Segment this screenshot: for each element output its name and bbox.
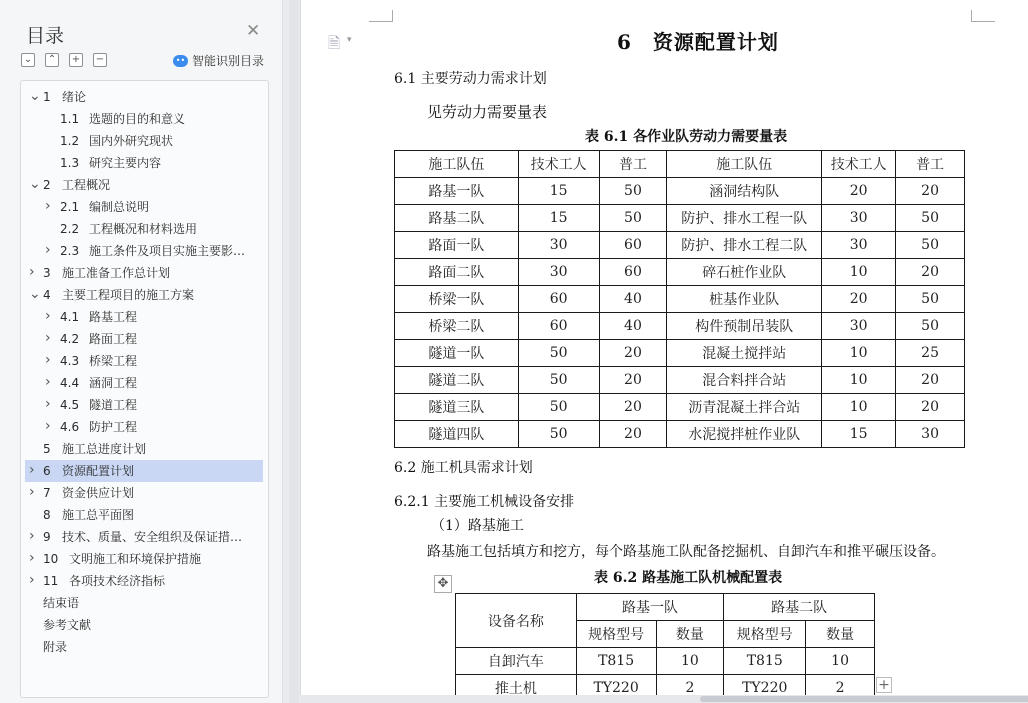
toc-item-number: 4.5: [60, 398, 80, 412]
toc-item[interactable]: [25, 482, 263, 504]
toc-item-label: 隧道工程: [89, 398, 138, 412]
toc-item-number: 4.3: [60, 354, 80, 368]
table-cell: 50: [896, 313, 965, 340]
chevron-down-icon[interactable]: ▾: [347, 35, 352, 45]
close-icon[interactable]: ✕: [246, 21, 261, 41]
toc-item[interactable]: [25, 592, 263, 614]
toc-item[interactable]: [25, 86, 263, 108]
table-cell: 50: [896, 286, 965, 313]
intro-text: 见劳动力需要量表: [427, 103, 548, 121]
toc-item-label: 附录: [43, 640, 68, 654]
table-cell: 10: [822, 367, 896, 394]
table-cell: 50: [518, 367, 599, 394]
table-cell: 构件预制吊装队: [667, 313, 822, 340]
toc-item[interactable]: [25, 152, 263, 174]
table-cell: 50: [518, 340, 599, 367]
table-cell: 混合料拌合站: [667, 367, 822, 394]
table-1-caption: 表 6.1 各作业队劳动力需要量表: [585, 129, 788, 145]
chevron-right-icon[interactable]: ›: [45, 308, 51, 324]
chevron-right-icon[interactable]: ›: [45, 374, 51, 390]
table-header-cell: 施工队伍: [667, 151, 822, 178]
toc-item[interactable]: [25, 284, 263, 306]
horizontal-scrollbar[interactable]: [300, 695, 1028, 703]
header-equipment: 设备名称: [456, 594, 577, 648]
table-cell: 路面一队: [395, 232, 519, 259]
toc-item-label: 研究主要内容: [89, 156, 162, 170]
body-paragraph: 路基施工包括填方和挖方，每个路基施工队配备挖掘机、自卸汽车和推平碾压设备。: [427, 544, 945, 560]
table-row: [395, 286, 965, 313]
toc-item[interactable]: [25, 526, 263, 548]
chevron-right-icon[interactable]: ›: [45, 242, 51, 258]
toc-item-label: 选题的目的和意义: [89, 112, 186, 126]
toc-item-label: 工程概况: [62, 178, 111, 192]
chevron-right-icon[interactable]: ›: [29, 264, 35, 280]
table-row: [395, 259, 965, 286]
toc-item-label: 施工准备工作总计划: [62, 266, 171, 280]
toc-item-number: 2.3: [60, 244, 80, 258]
table-cell: 60: [518, 286, 599, 313]
table-cell: T815: [576, 648, 656, 675]
toc-sidebar: [0, 0, 283, 703]
toc-item-number: 4.2: [60, 332, 80, 346]
table-header-cell: 普工: [896, 151, 965, 178]
remove-heading-icon[interactable]: −: [93, 53, 107, 67]
toc-item-number: 9: [43, 530, 51, 544]
toc-item[interactable]: [25, 108, 263, 130]
add-column-icon[interactable]: +: [876, 677, 892, 693]
table-cell: 隧道四队: [395, 421, 519, 448]
table-cell: 路面二队: [395, 259, 519, 286]
collapse-all-icon[interactable]: ⌄: [21, 53, 35, 67]
table-cell: 隧道二队: [395, 367, 519, 394]
section-6-2-1-heading: 6.2.1 主要施工机械设备安排: [394, 494, 575, 510]
chevron-right-icon[interactable]: ›: [29, 550, 35, 566]
toc-item[interactable]: [25, 218, 263, 240]
table-cell: 隧道一队: [395, 340, 519, 367]
table-cell: 推土机: [456, 675, 577, 696]
table-cell: 60: [599, 232, 667, 259]
table-cell: 2: [806, 675, 875, 696]
chevron-right-icon[interactable]: ›: [29, 484, 35, 500]
toc-item[interactable]: [25, 306, 263, 328]
chevron-right-icon[interactable]: ›: [45, 198, 51, 214]
table-2-caption: 表 6.2 路基施工队机械配置表: [594, 570, 783, 586]
table-cell: 30: [822, 313, 896, 340]
table-move-handle-icon[interactable]: ✥: [434, 575, 452, 593]
toc-item[interactable]: [25, 262, 263, 284]
toc-item-number: 10: [43, 552, 59, 566]
toc-item-number: 4.1: [60, 310, 80, 324]
table-cell: 20: [599, 421, 667, 448]
table-cell: 15: [518, 178, 599, 205]
table-cell: 桩基作业队: [667, 286, 822, 313]
toc-item-label: 参考文献: [43, 618, 92, 632]
toc-item-label: 文明施工和环境保护措施: [69, 552, 202, 566]
table-cell: 20: [822, 286, 896, 313]
toc-item-label: 路基工程: [89, 310, 138, 324]
table-row: [456, 648, 875, 675]
table-cell: 10: [656, 648, 724, 675]
header-team-2: 路基二队: [724, 594, 875, 621]
chevron-right-icon[interactable]: ›: [45, 418, 51, 434]
toc-item-label: 技术、质量、安全组织及保证措…: [62, 530, 243, 544]
chevron-right-icon[interactable]: ›: [45, 330, 51, 346]
table-cell: 涵洞结构队: [667, 178, 822, 205]
toc-item-number: 5: [43, 442, 51, 456]
section-6-2-heading: 6.2 施工机具需求计划: [394, 460, 533, 476]
table-cell: 15: [518, 205, 599, 232]
toc-item[interactable]: [25, 636, 263, 658]
table-cell: 20: [822, 178, 896, 205]
table-cell: 2: [656, 675, 724, 696]
table-row: [395, 178, 965, 205]
toc-item-label: 桥梁工程: [89, 354, 138, 368]
toc-item[interactable]: [25, 240, 263, 262]
toc-item-label: 绪论: [62, 90, 87, 104]
toc-item-number: 8: [43, 508, 51, 522]
chevron-right-icon[interactable]: ›: [29, 462, 35, 478]
table-cell: 10: [822, 259, 896, 286]
table-cell: 20: [896, 394, 965, 421]
table-row: [395, 421, 965, 448]
toc-item-number: 1.3: [60, 156, 80, 170]
toc-item[interactable]: [25, 394, 263, 416]
table-cell: 防护、排水工程二队: [667, 232, 822, 259]
section-6-1-heading: 6.1 主要劳动力需求计划: [394, 71, 547, 87]
scrollbar-thumb[interactable]: [700, 696, 1028, 702]
document-page: [300, 0, 1028, 695]
toc-item[interactable]: [25, 196, 263, 218]
labor-table: [394, 150, 965, 448]
toc-item-label: 主要工程项目的施工方案: [62, 288, 195, 302]
toc-item-number: 11: [43, 574, 59, 588]
table-cell: 60: [599, 259, 667, 286]
table-cell: 20: [896, 367, 965, 394]
toc-item[interactable]: [25, 174, 263, 196]
document-icon[interactable]: 🗎: [328, 34, 341, 52]
toc-item[interactable]: [25, 350, 263, 372]
smart-toc-label: 智能识别目录: [192, 54, 265, 68]
toc-item-number: 2.1: [60, 200, 80, 214]
header-qty: 数量: [656, 621, 724, 648]
toc-item-label: 资源配置计划: [62, 464, 135, 478]
chevron-down-icon[interactable]: ⌄: [29, 176, 41, 192]
toc-item-label: 资金供应计划: [62, 486, 135, 500]
toc-item[interactable]: [25, 570, 263, 592]
chapter-heading: 6 资源配置计划: [617, 30, 779, 54]
toc-item-label: 路面工程: [89, 332, 138, 346]
equipment-table: [455, 593, 875, 695]
table-cell: 30: [518, 259, 599, 286]
toc-item-label: 国内外研究现状: [89, 134, 174, 148]
add-heading-icon[interactable]: +: [69, 53, 83, 67]
table-cell: T815: [724, 648, 806, 675]
toc-item[interactable]: [25, 416, 263, 438]
toc-item[interactable]: [25, 372, 263, 394]
table-row: [395, 232, 965, 259]
table-cell: TY220: [724, 675, 806, 696]
crop-mark: [971, 10, 995, 22]
toc-item[interactable]: [25, 438, 263, 460]
toc-item[interactable]: [25, 130, 263, 152]
toc-item-label: 涵洞工程: [89, 376, 138, 390]
table-cell: 20: [896, 259, 965, 286]
toc-item[interactable]: [25, 328, 263, 350]
table-cell: 混凝土搅拌站: [667, 340, 822, 367]
panel-splitter[interactable]: [289, 0, 299, 703]
header-spec: 规格型号: [724, 621, 806, 648]
table-row: [395, 394, 965, 421]
chevron-down-icon[interactable]: ⌄: [29, 88, 41, 104]
toc-item-label: 防护工程: [89, 420, 138, 434]
expand-all-icon[interactable]: ⌃: [45, 53, 59, 67]
chevron-right-icon[interactable]: ›: [45, 352, 51, 368]
toc-item-number: 1.2: [60, 134, 80, 148]
table-cell: 50: [518, 394, 599, 421]
table-cell: 50: [896, 205, 965, 232]
smart-toc-button[interactable]: [173, 52, 264, 69]
toc-item-number: 4: [43, 288, 51, 302]
table-cell: 桥梁二队: [395, 313, 519, 340]
toc-item-label: 结束语: [43, 596, 80, 610]
table-cell: 防护、排水工程一队: [667, 205, 822, 232]
toc-item-label: 编制总说明: [89, 200, 150, 214]
chevron-down-icon[interactable]: ⌄: [29, 286, 41, 302]
table-header-cell: 普工: [599, 151, 667, 178]
table-cell: 25: [896, 340, 965, 367]
toc-item-number: 1: [43, 90, 51, 104]
table-cell: 30: [518, 232, 599, 259]
table-cell: 50: [599, 178, 667, 205]
toc-item[interactable]: [25, 548, 263, 570]
toc-item-number: 2.2: [60, 222, 80, 236]
table-header-cell: 技术工人: [822, 151, 896, 178]
table-cell: 10: [822, 340, 896, 367]
table-cell: 15: [822, 421, 896, 448]
table-row: [456, 675, 875, 696]
table-cell: 50: [518, 421, 599, 448]
subsection-roadbed: （1）路基施工: [431, 518, 524, 534]
table-cell: 40: [599, 286, 667, 313]
toc-item[interactable]: [25, 460, 263, 482]
table-cell: 隧道三队: [395, 394, 519, 421]
table-header-cell: 施工队伍: [395, 151, 519, 178]
table-cell: 自卸汽车: [456, 648, 577, 675]
ai-bubble-icon: ••: [173, 55, 188, 67]
toc-item-label: 工程概况和材料选用: [89, 222, 198, 236]
table-cell: 沥青混凝土拌合站: [667, 394, 822, 421]
table-row: [395, 367, 965, 394]
toc-item-number: 3: [43, 266, 51, 280]
table-cell: 20: [599, 340, 667, 367]
table-cell: 路基二队: [395, 205, 519, 232]
toc-item-label: 施工条件及项目实施主要影…: [89, 244, 246, 258]
table-row: [395, 313, 965, 340]
table-cell: 10: [822, 394, 896, 421]
table-cell: TY220: [576, 675, 656, 696]
table-cell: 20: [599, 394, 667, 421]
toc-item[interactable]: [25, 614, 263, 636]
chevron-right-icon[interactable]: ›: [29, 572, 35, 588]
toc-item-number: 2: [43, 178, 51, 192]
table-cell: 20: [599, 367, 667, 394]
crop-mark: [369, 10, 393, 22]
chevron-right-icon[interactable]: ›: [29, 528, 35, 544]
toc-item-number: 4.4: [60, 376, 80, 390]
table-row: [395, 205, 965, 232]
header-spec: 规格型号: [576, 621, 656, 648]
table-cell: 60: [518, 313, 599, 340]
header-qty: 数量: [806, 621, 875, 648]
table-cell: 碎石桩作业队: [667, 259, 822, 286]
table-cell: 40: [599, 313, 667, 340]
toc-item[interactable]: [25, 504, 263, 526]
toc-item-number: 1.1: [60, 112, 80, 126]
table-cell: 路基一队: [395, 178, 519, 205]
header-team-1: 路基一队: [576, 594, 724, 621]
toc-tree: [20, 80, 269, 698]
table-cell: 30: [822, 232, 896, 259]
table-cell: 水泥搅拌桩作业队: [667, 421, 822, 448]
toc-item-number: 6: [43, 464, 51, 478]
table-cell: 10: [806, 648, 875, 675]
table-cell: 30: [896, 421, 965, 448]
toc-item-label: 施工总平面图: [62, 508, 135, 522]
table-cell: 20: [896, 178, 965, 205]
table-cell: 50: [599, 205, 667, 232]
table-row: [395, 340, 965, 367]
chevron-right-icon[interactable]: ›: [45, 396, 51, 412]
table-header-cell: 技术工人: [518, 151, 599, 178]
table-cell: 50: [896, 232, 965, 259]
toc-title: 目录: [26, 25, 65, 47]
toc-item-label: 施工总进度计划: [62, 442, 147, 456]
table-cell: 30: [822, 205, 896, 232]
table-cell: 桥梁一队: [395, 286, 519, 313]
toc-item-number: 7: [43, 486, 51, 500]
toc-item-number: 4.6: [60, 420, 80, 434]
toc-item-label: 各项技术经济指标: [69, 574, 166, 588]
